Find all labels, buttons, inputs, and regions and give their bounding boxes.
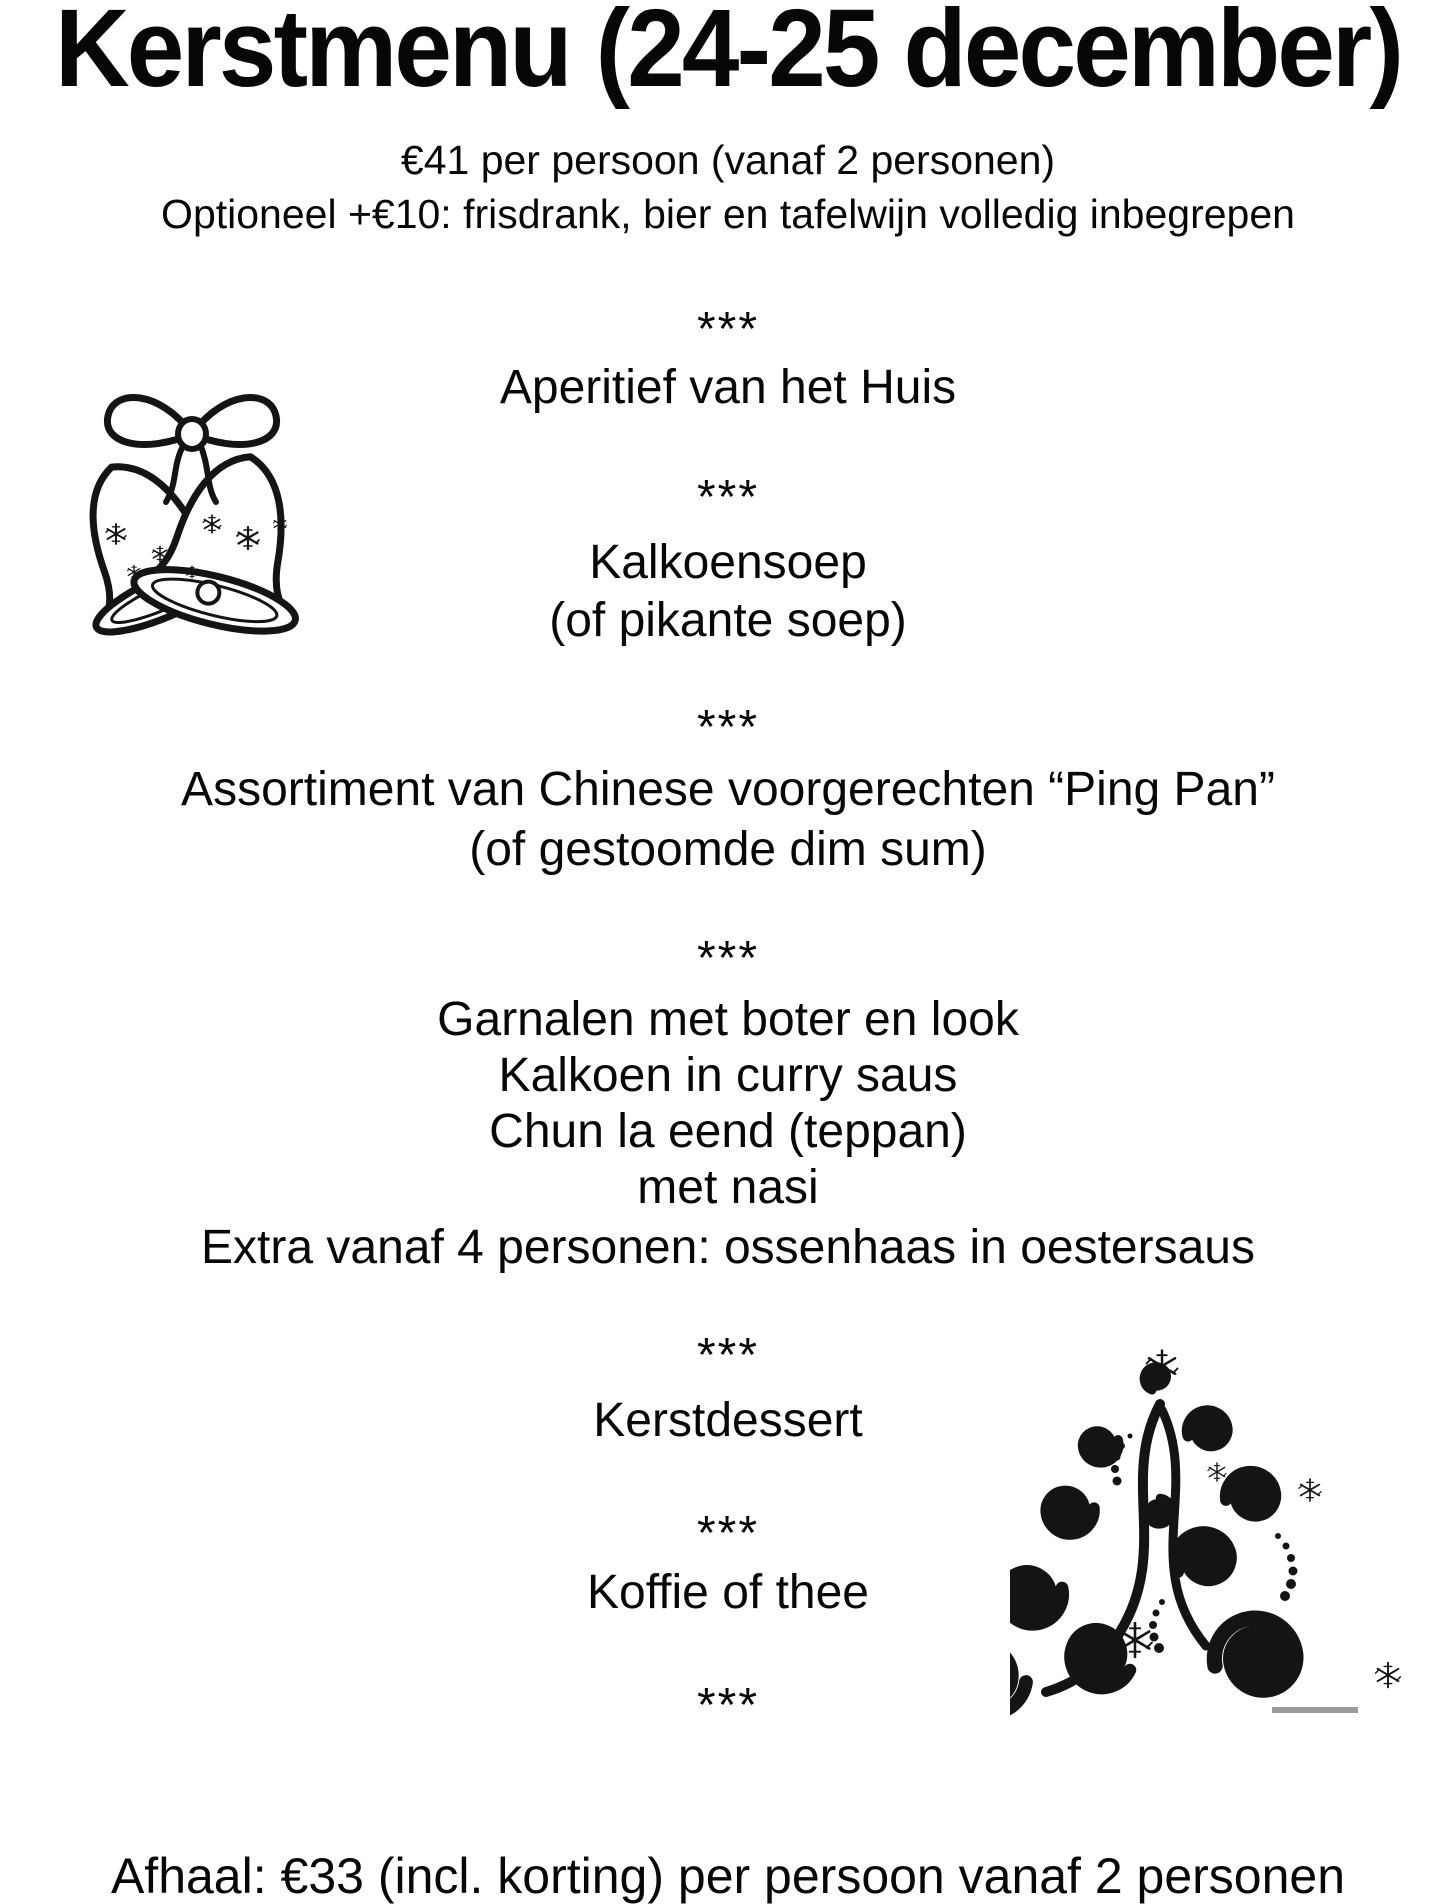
course-main-side: met nasi [637, 1161, 819, 1214]
course-main-3: Chun la eend (teppan) [489, 1105, 967, 1158]
snowflake-icon [1299, 1479, 1321, 1501]
christmas-bells-illustration [40, 372, 345, 662]
section-divider: *** [696, 1507, 760, 1560]
course-starters: Assortiment van Chinese voorgerechten “Ping Pan” [181, 763, 1275, 816]
course-main-1: Garnalen met boter en look [437, 993, 1019, 1046]
snowflake-icon [1208, 1463, 1226, 1481]
takeaway-price-line: Afhaal: €33 (incl. korting) per persoon vanaf 2 personen [110, 1848, 1346, 1904]
section-divider: *** [696, 932, 760, 985]
course-main-2: Kalkoen in curry saus [498, 1049, 958, 1102]
christmas-tree-illustration [1010, 1340, 1410, 1730]
section-divider: *** [696, 1679, 760, 1732]
page-title: Kerstmenu (24-25 december) [54, 0, 1402, 110]
snowflake-icon [1376, 1663, 1401, 1688]
tree-underline [1272, 1707, 1358, 1713]
section-divider: *** [696, 701, 760, 754]
course-starters-alternative: (of gestoomde dim sum) [469, 823, 987, 876]
drinks-option-line: Optioneel +€10: frisdrank, bier en tafelwijn volledig inbegrepen [161, 191, 1295, 237]
course-dessert: Kerstdessert [593, 1394, 863, 1447]
course-aperitif: Aperitief van het Huis [499, 361, 957, 414]
course-soup: Kalkoensoep [589, 536, 867, 589]
section-divider: *** [696, 1329, 760, 1382]
course-soup-alternative: (of pikante soep) [549, 594, 907, 647]
course-drinks: Koffie of thee [587, 1566, 869, 1619]
price-per-person-line: €41 per persoon (vanaf 2 personen) [400, 137, 1056, 183]
section-divider: *** [696, 471, 760, 524]
course-main-extra: Extra vanaf 4 personen: ossenhaas in oestersaus [201, 1221, 1255, 1274]
section-divider: *** [696, 303, 760, 356]
